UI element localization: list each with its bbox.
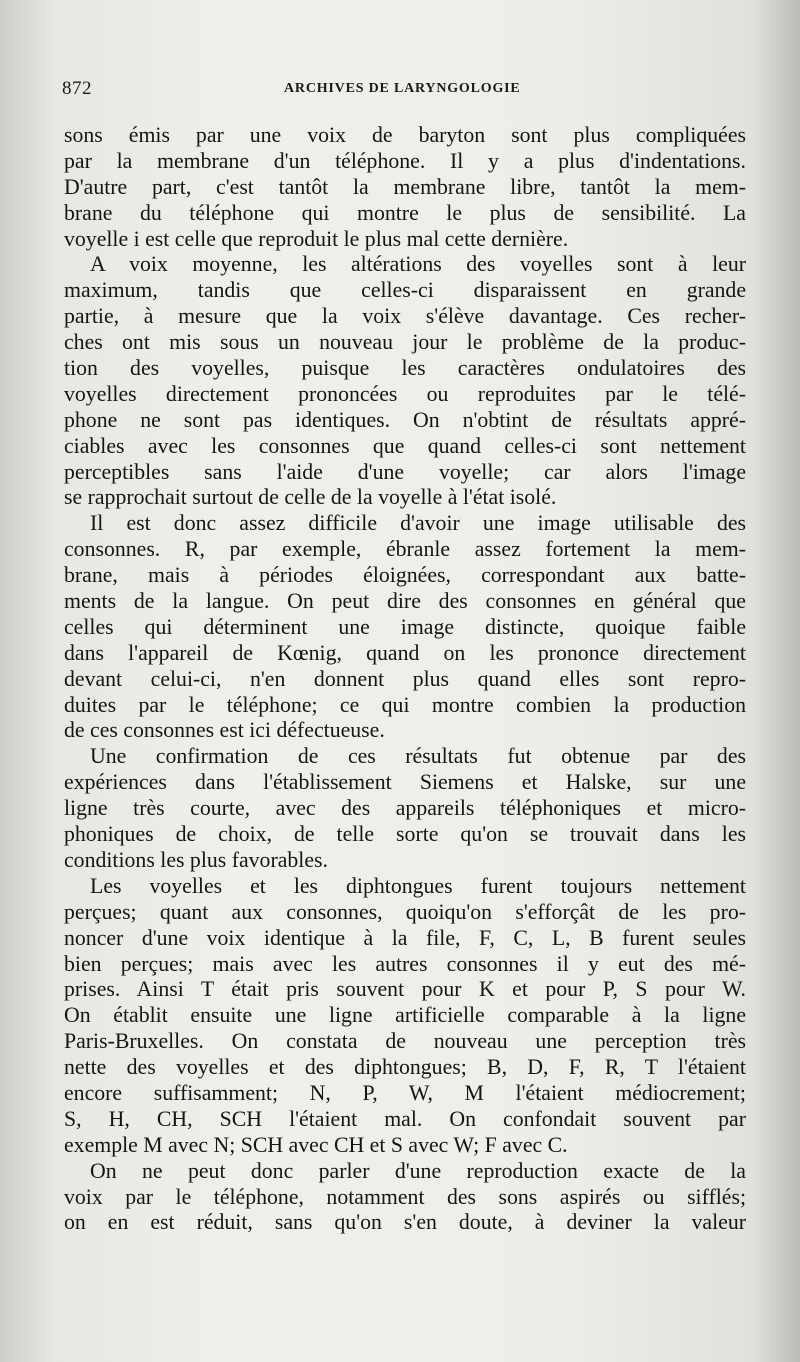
text-line: voyelles directement prononcées ou reproduites par le télé- bbox=[64, 381, 746, 406]
text-line: se rapprochait surtout de celle de la voyelle à l'état isolé. bbox=[64, 485, 557, 510]
text-line: encore suffisamment; N, P, W, M l'étaient médiocrement; bbox=[64, 1080, 746, 1105]
text-line: conditions les plus favorables. bbox=[64, 847, 328, 872]
text-line: perceptibles sans l'aide d'une voyelle; car alors l'image bbox=[64, 459, 746, 484]
text-line: S, H, CH, SCH l'étaient mal. On confondait souvent par bbox=[64, 1106, 746, 1131]
text-line: A voix moyenne, les altérations des voyelles sont à leur bbox=[90, 252, 746, 277]
text-line: voyelle i est celle que reproduit le plus mal cette dernière. bbox=[64, 226, 569, 251]
text-line: D'autre part, c'est tantôt la membrane libre, tantôt la mem- bbox=[64, 174, 746, 199]
text-line: devant celui-ci, n'en donnent plus quand elles sont repro- bbox=[64, 666, 746, 691]
text-line: ligne très courte, avec des appareils téléphoniques et micro- bbox=[64, 796, 746, 821]
text-line: voix par le téléphone, notamment des sons aspirés ou sifflés; bbox=[64, 1184, 746, 1209]
text-line: phone ne sont pas identiques. On n'obtint de résultats appré- bbox=[64, 407, 746, 432]
page-header bbox=[62, 78, 742, 102]
text-line: dans l'appareil de Kœnig, quand on les prononce directement bbox=[64, 640, 746, 665]
text-line: par la membrane d'un téléphone. Il y a plus d'indentations. bbox=[64, 148, 746, 173]
running-title: ARCHIVES DE LARYNGOLOGIE bbox=[284, 81, 521, 96]
text-line: on en est réduit, sans qu'on s'en doute, à deviner la valeur bbox=[64, 1210, 746, 1235]
text-line: Paris-Bruxelles. On constata de nouveau une perception très bbox=[64, 1029, 746, 1054]
page-number: 872 bbox=[62, 78, 92, 99]
text-line: brane du téléphone qui montre le plus de sensibilité. La bbox=[64, 200, 746, 225]
text-line: On établit ensuite une ligne artificielle comparable à la ligne bbox=[64, 1003, 746, 1028]
text-line: maximum, tandis que celles-ci disparaissent en grande bbox=[64, 278, 746, 303]
text-line: partie, à mesure que la voix s'élève davantage. Ces recher- bbox=[64, 304, 746, 329]
text-line: perçues; quant aux consonnes, quoiqu'on s'efforçât de les pro- bbox=[64, 899, 746, 924]
text-line: noncer d'une voix identique à la file, F, C, L, B furent seules bbox=[64, 925, 746, 950]
text-line: phoniques de choix, de telle sorte qu'on se trouvait dans les bbox=[64, 822, 746, 847]
text-line: de ces consonnes est ici défectueuse. bbox=[64, 718, 385, 743]
text-line: prises. Ainsi T était pris souvent pour K et pour P, S pour W. bbox=[64, 977, 746, 1002]
text-line: tion des voyelles, puisque les caractères ondulatoires des bbox=[64, 356, 746, 381]
text-line: bien perçues; mais avec les autres consonnes il y eut des mé- bbox=[64, 951, 746, 976]
text-line: duites par le téléphone; ce qui montre combien la production bbox=[64, 692, 746, 717]
text-line: celles qui déterminent une image distincte, quoique faible bbox=[64, 614, 746, 639]
text-line: exemple M avec N; SCH avec CH et S avec W; F avec C. bbox=[64, 1132, 568, 1157]
text-line: brane, mais à périodes éloignées, correspondant aux batte- bbox=[64, 563, 746, 588]
text-line: On ne peut donc parler d'une reproduction exacte de la bbox=[90, 1158, 746, 1183]
text-line: ches ont mis sous un nouveau jour le problème de la produc- bbox=[64, 330, 746, 355]
text-line: Les voyelles et les diphtongues furent toujours nettement bbox=[90, 873, 746, 898]
text-line: expériences dans l'établissement Siemens et Halske, sur une bbox=[64, 770, 746, 795]
text-line: sons émis par une voix de baryton sont plus compliquées bbox=[64, 123, 746, 147]
text-line: nette des voyelles et des diphtongues; B, D, F, R, T l'étaient bbox=[64, 1055, 746, 1080]
text-line: Il est donc assez difficile d'avoir une image utilisable des bbox=[90, 511, 746, 536]
text-line: consonnes. R, par exemple, ébranle assez fortement la mem- bbox=[64, 537, 746, 562]
body-text bbox=[64, 123, 746, 1236]
text-line: ments de la langue. On peut dire des consonnes en général que bbox=[64, 589, 746, 614]
text-line: ciables avec les consonnes que quand celles-ci sont nettement bbox=[64, 433, 746, 458]
text-line: Une confirmation de ces résultats fut obtenue par des bbox=[90, 744, 746, 769]
